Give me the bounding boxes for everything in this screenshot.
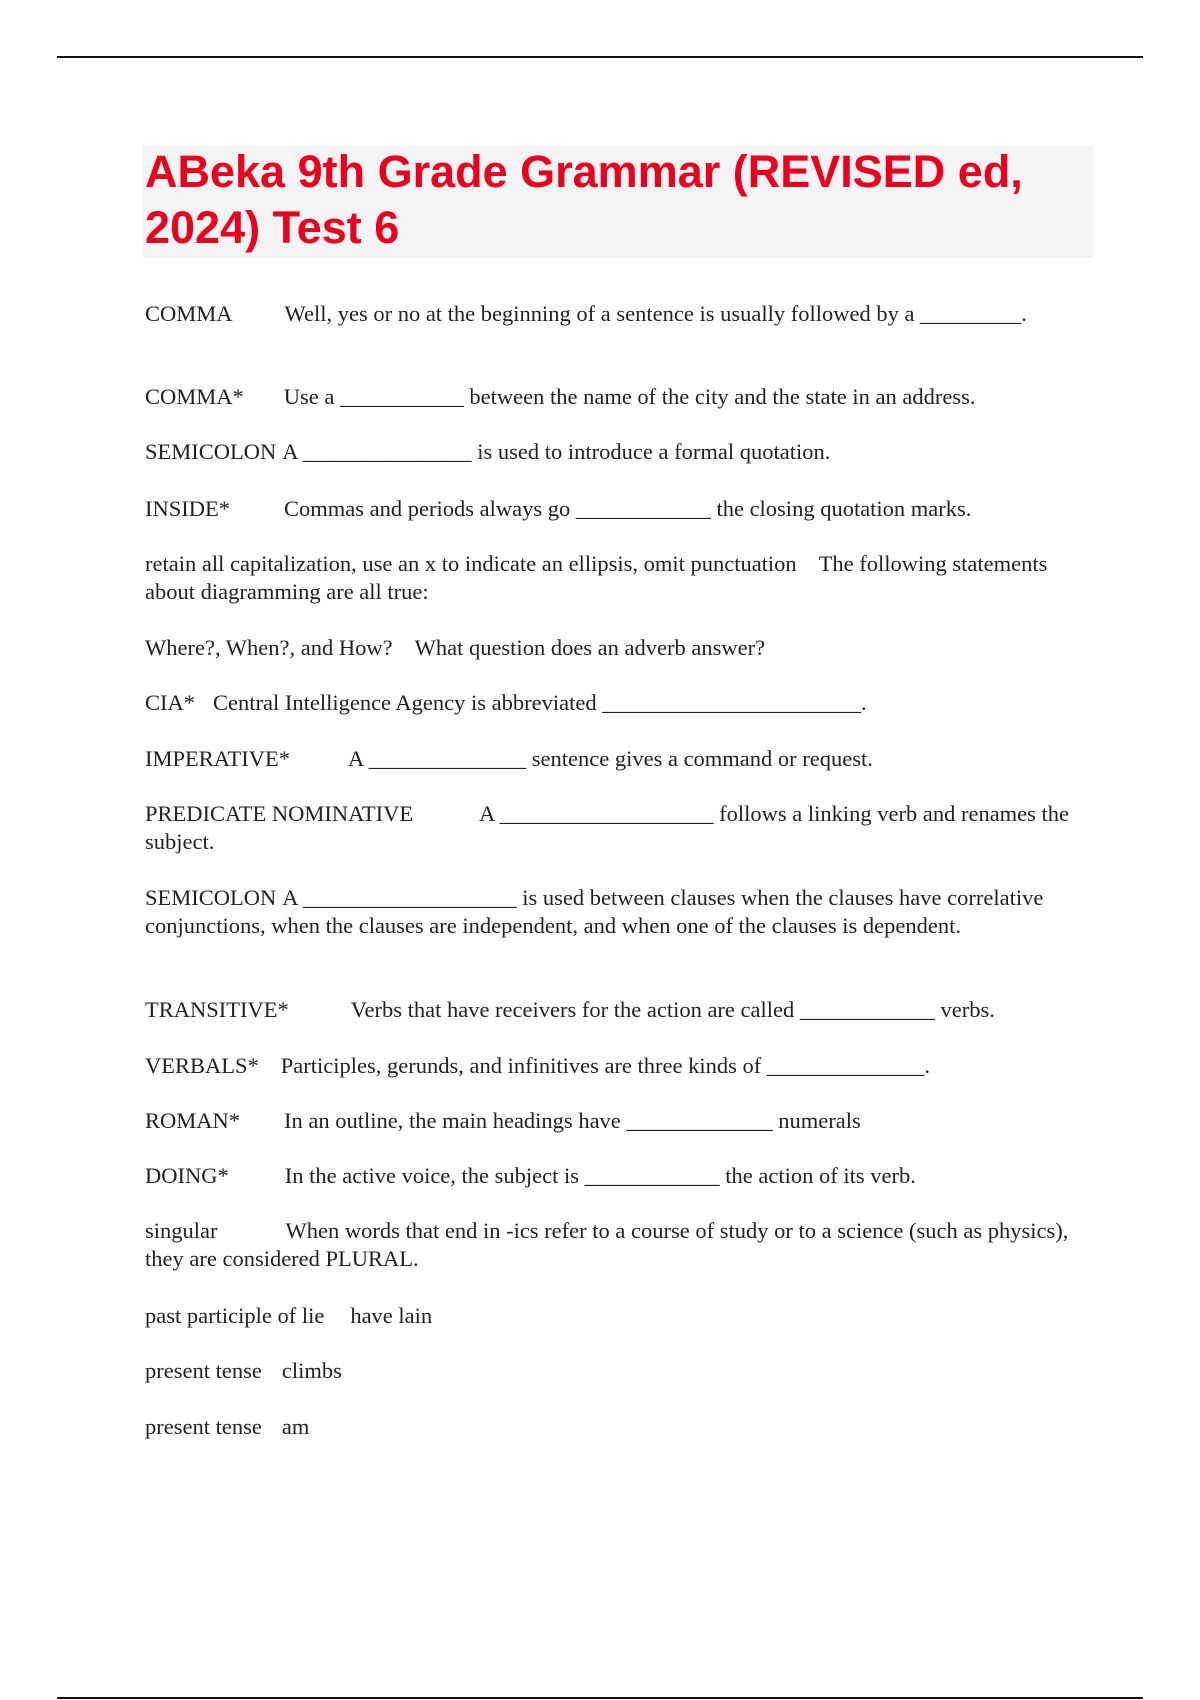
item-term: CIA*: [145, 690, 195, 715]
document-title: ABeka 9th Grade Grammar (REVISED ed, 2024) Test 6: [145, 146, 1023, 253]
item-definition: What question does an adverb answer?: [414, 635, 766, 660]
item-term: SEMICOLON: [145, 439, 277, 464]
item-term: ROMAN*: [145, 1108, 241, 1133]
qa-item: [145, 800, 1075, 856]
qa-item: [145, 1107, 1075, 1135]
qa-item: [145, 1413, 1075, 1441]
qa-list: [145, 0, 1075, 1700]
item-definition: Participles, gerunds, and infinitives are three kinds of ______________.: [280, 1053, 931, 1078]
qa-item: [145, 1052, 1075, 1080]
item-term: COMMA*: [145, 384, 244, 409]
item-term: COMMA: [145, 301, 233, 326]
item-definition: Central Intelligence Agency is abbreviated _______________________.: [213, 690, 867, 715]
item-definition: When words that end in -ics refer to a course of study or to a science (such as physics), they are considered PLURAL.: [145, 1218, 1069, 1271]
item-definition: Verbs that have receivers for the action are called ____________ verbs.: [350, 997, 995, 1022]
qa-item: [145, 1162, 1075, 1190]
item-term: DOING*: [145, 1163, 229, 1188]
item-term: past participle of lie: [145, 1303, 325, 1328]
qa-item: [145, 884, 1075, 940]
item-term: Where?, When?, and How?: [145, 635, 393, 660]
item-term: IMPERATIVE*: [145, 746, 290, 771]
item-term: retain all capitalization, use an x to indicate an ellipsis, omit punctuation: [145, 551, 797, 576]
item-term: TRANSITIVE*: [145, 997, 289, 1022]
item-definition: Well, yes or no at the beginning of a sentence is usually followed by a _________.: [284, 301, 1027, 326]
item-definition: climbs: [281, 1358, 342, 1383]
qa-item: [145, 438, 1075, 466]
qa-item: [145, 1357, 1075, 1385]
qa-item: [145, 300, 1075, 328]
item-term: present tense: [145, 1414, 262, 1439]
qa-item: [145, 1302, 1075, 1330]
item-term: singular: [145, 1218, 218, 1243]
item-definition: A ______________ sentence gives a command or request.: [348, 746, 873, 771]
item-term: VERBALS*: [145, 1053, 259, 1078]
qa-item: [145, 996, 1075, 1024]
bottom-rule: [57, 1697, 1143, 1699]
qa-item: [145, 1217, 1075, 1273]
qa-item: [145, 383, 1075, 411]
item-definition: The following statements about diagramming are all true:: [145, 551, 1048, 604]
item-definition: Commas and periods always go ____________ the closing quotation marks.: [284, 496, 972, 521]
qa-item: [145, 550, 1075, 606]
item-definition: A _______________ is used to introduce a formal quotation.: [282, 439, 831, 464]
item-definition: In an outline, the main headings have _____________ numerals: [284, 1108, 861, 1133]
item-definition: Use a ___________ between the name of the city and the state in an address.: [283, 384, 976, 409]
qa-item: [145, 634, 1075, 662]
qa-item: [145, 689, 1075, 717]
item-term: PREDICATE NOMINATIVE: [145, 801, 414, 826]
item-definition: am: [281, 1414, 310, 1439]
item-term: SEMICOLON: [145, 885, 277, 910]
item-term: INSIDE*: [145, 496, 230, 521]
qa-item: [145, 745, 1075, 773]
item-definition: A ___________________ is used between clauses when the clauses have correlative conjunctions, when the clauses are independent, and when one of the clauses is dependent.: [145, 885, 1044, 938]
item-definition: have lain: [350, 1303, 433, 1328]
item-definition: In the active voice, the subject is ____________ the action of its verb.: [284, 1163, 916, 1188]
item-term: present tense: [145, 1358, 262, 1383]
item-definition: A ___________________ follows a linking verb and renames the subject.: [145, 801, 1070, 854]
qa-item: [145, 495, 1075, 523]
